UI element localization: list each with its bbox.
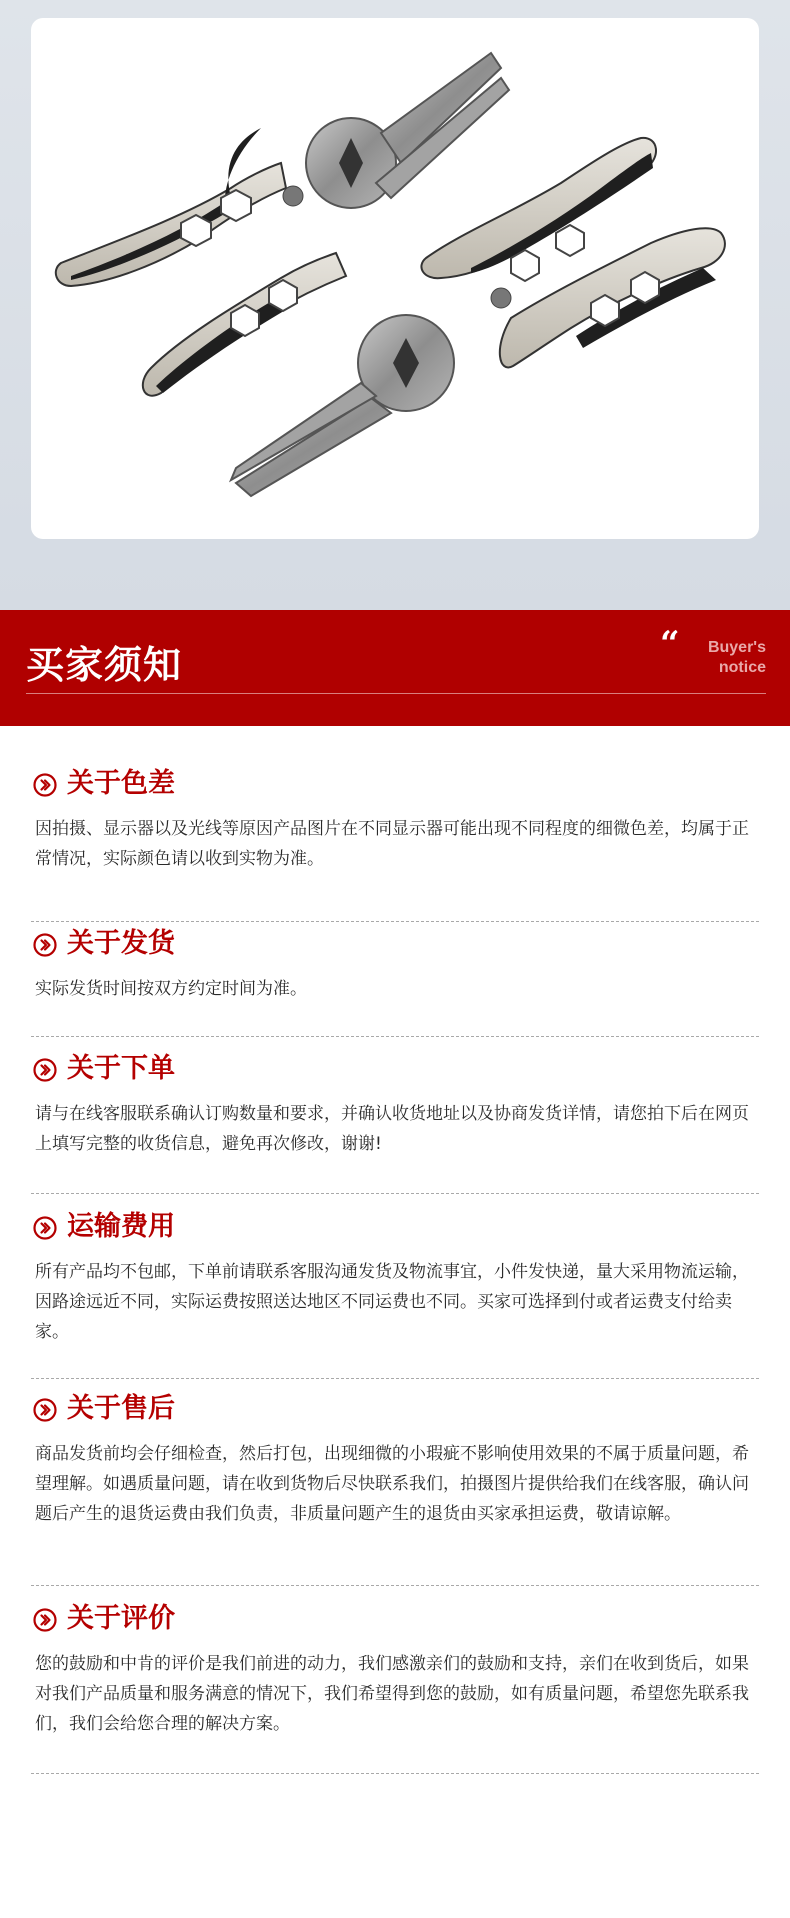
section-body: 因拍摄、显示器以及光线等原因产品图片在不同显示器可能出现不同程度的细微色差，均属于正常情况，实际颜色请以收到实物为准。 xyxy=(35,819,749,869)
banner-english-subtitle xyxy=(646,638,766,678)
banner-english-line-2: notice xyxy=(718,659,766,676)
section-title: 运输费用 xyxy=(67,1211,175,1242)
section-divider xyxy=(31,1036,759,1037)
product-photo-card xyxy=(31,18,759,539)
circle-chevron-right-icon xyxy=(33,1058,57,1082)
banner-divider xyxy=(26,693,766,694)
product-pliers-image xyxy=(31,18,759,539)
banner-english-line-1: Buyer's xyxy=(707,639,766,656)
buyer-notice-banner xyxy=(0,610,790,726)
section-divider xyxy=(31,1193,759,1194)
section-divider xyxy=(31,1585,759,1586)
circle-chevron-right-icon xyxy=(33,1216,57,1240)
section-divider xyxy=(31,921,759,922)
section-divider xyxy=(31,1378,759,1379)
circle-chevron-right-icon xyxy=(33,1398,57,1422)
circle-chevron-right-icon xyxy=(33,773,57,797)
product-image-area xyxy=(0,0,790,610)
circle-chevron-right-icon xyxy=(33,1608,57,1632)
section-body: 您的鼓励和中肯的评价是我们前进的动力，我们感激亲们的鼓励和支持，亲们在收到货后，如果对我们产品质量和服务满意的情况下，我们希望得到您的鼓励，如有质量问题，希望您先联系我们，我们会给您合理的解决方案。 xyxy=(35,1654,749,1734)
section-divider xyxy=(31,1773,759,1774)
section-title: 关于下单 xyxy=(67,1053,175,1084)
banner-title: 买家须知 xyxy=(26,643,183,687)
section-body: 商品发货前均会仔细检查，然后打包，出现细微的小瑕疵不影响使用效果的不属于质量问题，希望理解。如遇质量问题，请在收到货物后尽快联系我们，拍摄图片提供给我们在线客服，确认问题后产生的退货运费由我们负责，非质量问题产生的退货由买家承担运费，敬请谅解。 xyxy=(35,1444,749,1524)
section-body: 实际发货时间按双方约定时间为准。 xyxy=(35,979,307,999)
circle-chevron-right-icon xyxy=(33,933,57,957)
pliers-right xyxy=(231,138,725,496)
quote-mark: “ xyxy=(660,624,680,664)
section-body: 请与在线客服联系确认订购数量和要求，并确认收货地址以及协商发货详情，请您拍下后在网页上填写完整的收货信息，避免再次修改，谢谢! xyxy=(35,1104,749,1154)
section-title: 关于售后 xyxy=(67,1393,175,1424)
section-title: 关于评价 xyxy=(67,1603,175,1634)
section-title: 关于色差 xyxy=(67,768,175,799)
section-body: 所有产品均不包邮，下单前请联系客服沟通发货及物流事宜，小件发快递，量大采用物流运输，因路途远近不同，实际运费按照送达地区不同运费也不同。买家可选择到付或者运费支付给卖家。 xyxy=(35,1262,749,1342)
section-title: 关于发货 xyxy=(67,928,175,959)
